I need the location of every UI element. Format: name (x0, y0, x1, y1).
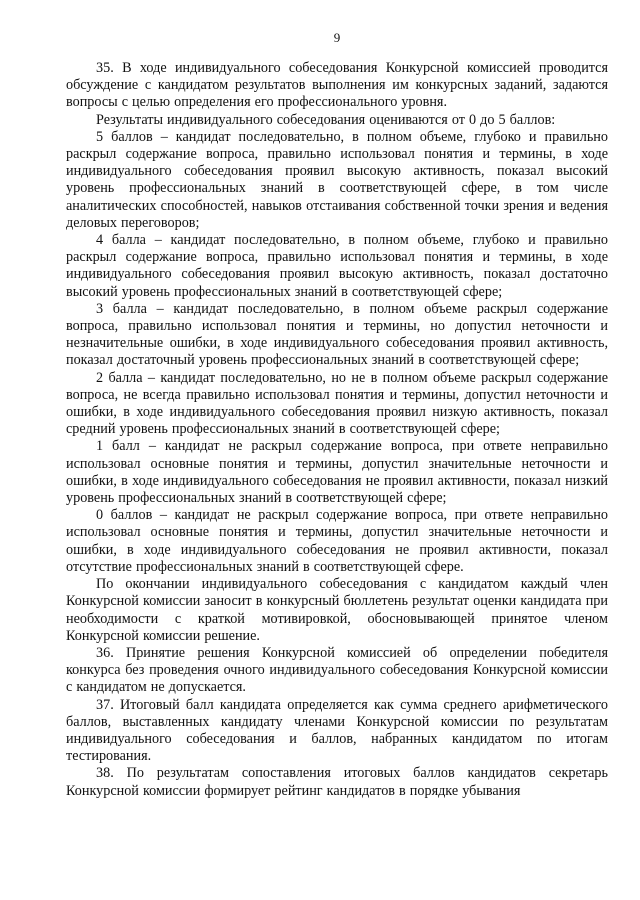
paragraph-score-2: 2 балла – кандидат последовательно, но не в полном объеме раскрыл содержание вопроса, не всегда правильно использовал понятия и термины, допустил неточности и ошибки, в ходе индивидуального собеседования проявил низкую активность, показал средний уровень профессиональных знаний в соответствующей сфере; (66, 369, 608, 438)
paragraph-score-3: 3 балла – кандидат последовательно, в полном объеме раскрыл содержание вопроса, правильно использовал понятия и термины, но допустил неточности и незначительные ошибки, в ходе индивидуального собеседования проявил активность, показал достаточный уровень профессиональных знаний в соответствующей сфере; (66, 300, 608, 369)
paragraph-score-5: 5 баллов – кандидат последовательно, в полном объеме, глубоко и правильно раскрыл содержание вопроса, правильно использовал понятия и термины, в ходе индивидуального собеседования проявил высокую активность, показал высокий уровень профессиональных знаний в соответствующей сфере, в том числе аналитических способностей, навыков отстаивания собственной точки зрения и ведения деловых переговоров; (66, 128, 608, 231)
paragraph-score-4: 4 балла – кандидат последовательно, в полном объеме, глубоко и правильно раскрыл содержание вопроса, правильно использовал понятия и термины, в ходе индивидуального собеседования проявил высокую активность, показал достаточно высокий уровень профессиональных знаний в соответствующей сфере; (66, 232, 608, 300)
page-number: 9 (333, 30, 341, 45)
paragraph-37: 37. Итоговый балл кандидата определяется как сумма среднего арифметического баллов, выставленных кандидату членами Конкурсной комиссии по результатам индивидуального собеседования и баллов, набранных кандидатом по итогам тестирования. (66, 696, 608, 765)
paragraph-results-intro: Результаты индивидуального собеседования оцениваются от 0 до 5 баллов: (96, 111, 556, 128)
paragraph-35: 35. В ходе индивидуального собеседования Конкурсной комиссией проводится обсуждение с кандидатом результатов выполнения им конкурсных заданий, задаются вопросы с целью определения его профессионального уровня. (66, 60, 608, 111)
paragraph-score-0: 0 баллов – кандидат не раскрыл содержание вопроса, при ответе неправильно использовал основные понятия и термины, допустил значительные неточности и ошибки, в ходе индивидуального собеседования не проявил активности, показал отсутствие профессиональных знаний в соответствующей сфере. (66, 507, 608, 575)
paragraph-36: 36. Принятие решения Конкурсной комиссией об определении победителя конкурса без проведения очного индивидуального собеседования Конкурсной комиссии с кандидатом не допускается. (66, 644, 608, 696)
paragraph-ballot: По окончании индивидуального собеседования с кандидатом каждый член Конкурсной комиссии заносит в конкурсный бюллетень результат оценки кандидата при необходимости с краткой мотивировкой, обосновывающей принятое членом Конкурсной комиссии решение. (66, 576, 608, 644)
paragraph-score-1: 1 балл – кандидат не раскрыл содержание вопроса, при ответе неправильно использовал основные понятия и термины, допустил значительные неточности и ошибки, в ходе индивидуального собеседования не проявил активности, показал низкий уровень профессиональных знаний в соответствующей сфере; (66, 438, 608, 507)
document-body (66, 60, 608, 800)
paragraph-38: 38. По результатам сопоставления итоговых баллов кандидатов секретарь Конкурсной комиссии формирует рейтинг кандидатов в порядке убывания (66, 765, 608, 799)
